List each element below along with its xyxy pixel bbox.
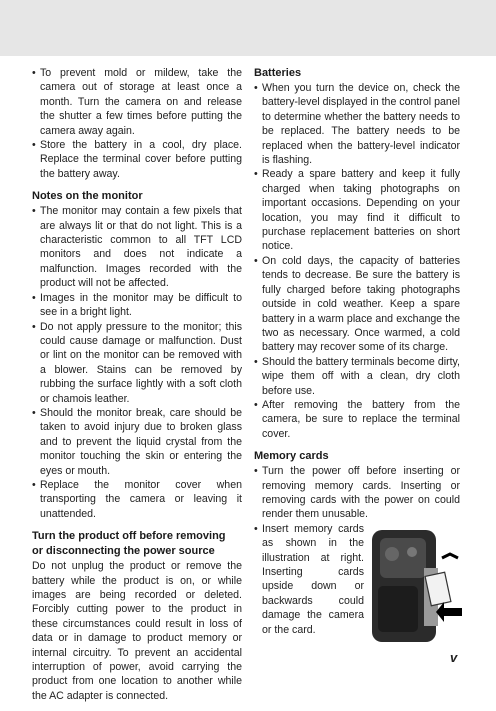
list-item: • After removing the battery from the camera, be sure to replace the terminal cover. — [254, 398, 460, 440]
bullet-glyph: • — [254, 254, 258, 267]
bullet-glyph: • — [254, 355, 258, 368]
memory-bullets — [254, 464, 460, 522]
section-title-power-line1: Turn the product off before removing — [32, 530, 226, 543]
bullet-glyph: • — [32, 478, 36, 491]
list-item: • The monitor may contain a few pixels that are always lit or that do not light. This is a characteristic common to all TFT LCD monitors and does not indicate a malfunction. Images recorded with the product will not be affected. — [32, 205, 242, 290]
camera-grip — [378, 586, 418, 632]
memory-insert-bullet — [254, 522, 364, 637]
insert-arrow-icon — [436, 602, 462, 622]
list-item: • Insert memory cards as shown in the illustration at right. Inserting cards upside down or backwards could damage the camera or the card. — [254, 522, 364, 636]
bullet-glyph: • — [254, 465, 258, 478]
list-item: • Replace the monitor cover when transporting the camera or leaving it unattended. — [32, 478, 242, 520]
storage-section — [32, 66, 242, 181]
bullet-glyph: • — [254, 398, 258, 411]
header-band — [0, 0, 496, 56]
bullet-glyph: • — [254, 82, 258, 94]
bullet-glyph: • — [32, 205, 36, 218]
bullet-glyph: • — [32, 67, 36, 79]
section-title-monitor: Notes on the monitor — [32, 190, 143, 203]
list-item: • Ready a spare battery and keep it fully charged when taking photographs on important occasions. Depending on your location, you may find it difficult to purchase replacement batteries on short notice. — [254, 168, 460, 253]
bullet-glyph: • — [32, 320, 36, 333]
left-column — [32, 66, 242, 711]
monitor-bullets — [32, 204, 242, 521]
batteries-bullets — [254, 81, 460, 441]
list-item: • To prevent mold or mildew, take the camera out of storage at least once a month. Turn the camera on and release the shutter a few times before putting the camera away again. — [32, 67, 242, 137]
monitor-section — [32, 189, 242, 521]
camera-button — [407, 547, 417, 557]
bullet-glyph: • — [32, 406, 36, 419]
memory-insert-row — [254, 522, 460, 637]
list-item: • Should the battery terminals become dirty, wipe them off with a clean, dry cloth before use. — [254, 355, 460, 397]
section-title-batteries: Batteries — [254, 67, 302, 79]
camera-dial — [385, 547, 399, 561]
list-item: • Turn the power off before inserting or removing memory cards. Inserting or removing cards with the power on could render them unusable. — [254, 465, 460, 521]
power-section — [32, 529, 242, 703]
storage-bullets — [32, 66, 242, 181]
list-item: • Should the monitor break, care should be taken to avoid injury due to broken glass and to prevent the liquid crystal from the monitor touching the skin or entering the eyes or mouth. — [32, 406, 242, 477]
page-number: v — [450, 650, 458, 665]
right-column — [254, 66, 460, 645]
list-item: • Images in the monitor may be difficult to see in a bright light. — [32, 291, 242, 319]
section-title-memory-cards: Memory cards — [254, 450, 329, 463]
power-paragraph: Do not unplug the product or remove the battery while the product is on, or while images are being recorded or deleted. Forcibly cutting power to the product in these circumstances could result in loss of data or in damage to product memory or internal circuitry. To prevent an accidental interruption of power, avoid carrying the product from one location to another while the AC adapter is connected. — [32, 560, 242, 702]
list-item: • On cold days, the capacity of batteries tends to decrease. Be sure the battery is fully charged before taking photographs outside in cold weather. Keep a spare battery in a warm place and exchange the two as necessary. Once warmed, a cold battery may recover some of its charge. — [254, 254, 460, 354]
memory-cards-section — [254, 449, 460, 637]
bullet-glyph: • — [32, 139, 36, 152]
open-arrow-icon — [442, 554, 458, 558]
list-item: • Store the battery in a cool, dry place. Replace the terminal cover before putting the battery away. — [32, 139, 242, 180]
bullet-glyph: • — [254, 522, 258, 535]
batteries-section — [254, 66, 460, 441]
list-item: • When you turn the device on, check the battery-level displayed in the control panel to determine whether the battery needs to be replaced. The battery needs to be replaced when the battery-level indicator is flashing. — [254, 82, 460, 167]
list-item: • Do not apply pressure to the monitor; this could cause damage or malfunction. Dust or lint on the monitor can be removed with a blower. Stains can be removed by rubbing the surface lightly with a soft cloth or chamois leather. — [32, 320, 242, 405]
camera-card-insertion-illustration — [368, 524, 464, 646]
bullet-glyph: • — [32, 291, 36, 304]
section-title-power-line2: or disconnecting the power source — [32, 545, 215, 558]
bullet-glyph: • — [254, 168, 258, 181]
